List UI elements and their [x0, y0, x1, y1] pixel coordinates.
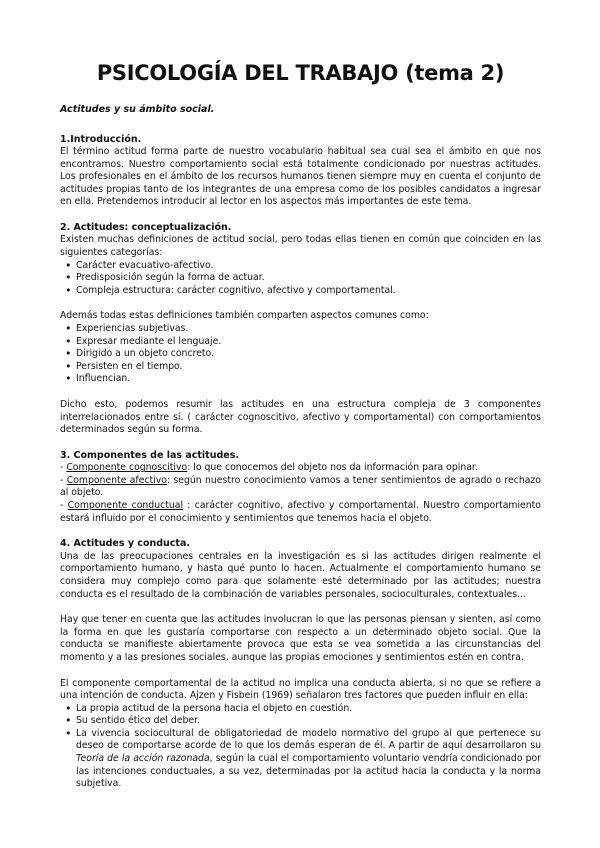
component-line: - Componente conductual : carácter cognitivo, afectivo y comportamental. Nuestro comportamiento estará influido por el conocimiento y sentimientos que tenemos hacia el objeto. — [60, 500, 541, 524]
theory-name: Teoría de la acción razonada — [76, 753, 210, 765]
paragraph: Además todas estas definiciones también comparten aspectos comunes como: — [60, 310, 429, 322]
component-label: Componente afectivo — [66, 474, 167, 486]
section-heading-conducta: 4. Actitudes y conducta. — [60, 538, 190, 550]
list-item: • Influencian. — [76, 373, 541, 386]
list-item: • La propia actitud de la persona hacia el objeto en cuestión. — [76, 703, 541, 716]
list-item: • Carácter evacuativo-afectivo. — [76, 260, 541, 273]
list-item-text: La vivencia sociocultural de obligatoriedad de modelo normativo del grupo al que pertenece su deseo de comportarse acorde de lo que los demás esperan de él. A partir de aquí desarrollaron su — [76, 727, 541, 752]
paragraph: Existen muchas definiciones de actitud social, pero todas ellas tienen en común que coinciden en las siguientes categorías: — [60, 234, 541, 259]
list-item: • Compleja estructura: carácter cognitivo, afectivo y comportamental. — [76, 285, 541, 298]
component-text: : según nuestro conocimiento vamos a tener sentimientos de agrado o rechazo al objeto. — [60, 474, 541, 499]
list-item: • Expresar mediante el lenguaje. — [76, 336, 541, 349]
paragraph: Hay que tener en cuenta que las actitudes involucran lo que las personas piensan y sienten, así como la forma en que les gustaría comportarse con respecto a un determinado objeto social. Que la conducta se manifieste abiertamente provoca que esta se vea sometida a las circunstancias del momento y a las presiones sociales, aunque las propias emociones y sentimientos estén en contra. — [60, 614, 541, 663]
list-item: • Experiencias subjetivas. — [76, 323, 541, 336]
component-text: : lo que conocemos del objeto nos da información para opinar. — [187, 462, 478, 474]
paragraph: Una de las preocupaciones centrales en la investigación es si las actitudes dirigen realmente el comportamiento humano, y hasta qué punto lo hacen. Actualmente el comportamiento humano se considera muy complejo como para que solamente esté determinado por las actitudes; nuestra conducta es el resultado de la combinación de variables personales, socioculturales, contextuales... — [60, 550, 541, 600]
paragraph: El término actitud forma parte de nuestro vocabulario habitual sea cual sea el ámbito en que nos encontramos. Nuestro comportamiento social está totalmente condicionado por nuestras actitudes. Los profesionales en el ámbito de los recursos humanos tienen siempre muy en cuenta el conjunto de actitudes propias tanto de los integrantes de una empresa como de los posibles candidatos a ingresar en ella. Pretendemos introducir al lector en los aspectos más importantes de este tema. — [60, 146, 541, 208]
paragraph: El componente comportamental de la actitud no implica una conducta abierta, si no que se refiere a una intención de conducta. Ajzen y Fisbein (1969) señalaron tres factores que pueden influir en ella: — [60, 677, 541, 702]
section-heading-introduccion: 1.Introducción. — [60, 133, 142, 145]
page-title: PSICOLOGÍA DEL TRABAJO (tema 2) — [96, 61, 505, 85]
bullet-list — [60, 703, 541, 791]
section-heading-componentes: 3. Componentes de las actitudes. — [60, 449, 239, 461]
list-item: • Dirigido a un objeto concreto. — [76, 348, 541, 361]
list-item: • Su sentido ético del deber. — [76, 715, 541, 728]
component-line: - Componente afectivo: según nuestro conocimiento vamos a tener sentimientos de agrado o rechazo al objeto. — [60, 474, 541, 499]
list-item: • Persisten en el tiempo. — [76, 361, 541, 374]
component-line: - Componente cognoscitivo: lo que conocemos del objeto nos da información para opinar. — [60, 462, 478, 474]
section-heading-conceptualizacion: 2. Actitudes: conceptualización. — [60, 221, 232, 233]
subtitle: Actitudes y su ámbito social. — [60, 104, 215, 115]
list-item-text: , según la cual el comportamiento voluntario vendría condicionado por las intenciones conductuales, a su vez, determinadas por la actitud hacia la conducta y la norma subjetiva. — [76, 753, 542, 790]
bullet-list — [60, 323, 541, 386]
document-page — [60, 58, 541, 791]
component-label: Componente cognoscitivo — [66, 462, 188, 474]
component-label: Componente conductual — [67, 500, 184, 512]
paragraph: Dicho esto, podemos resumir las actitudes en una estructura compleja de 3 componentes interrelacionados entre sí. ( carácter cognoscitivo, afectivo y comportamental) con comportamientos determinados según su forma. — [60, 399, 541, 436]
component-text: : carácter cognitivo, afectivo y comportamental. Nuestro comportamiento estará influido por el conocimiento y sentimientos que tenemos hacia el objeto. — [60, 500, 541, 524]
bullet-list — [60, 260, 541, 298]
list-item: • Predisposición según la forma de actuar. — [76, 272, 541, 285]
list-item — [76, 728, 541, 791]
